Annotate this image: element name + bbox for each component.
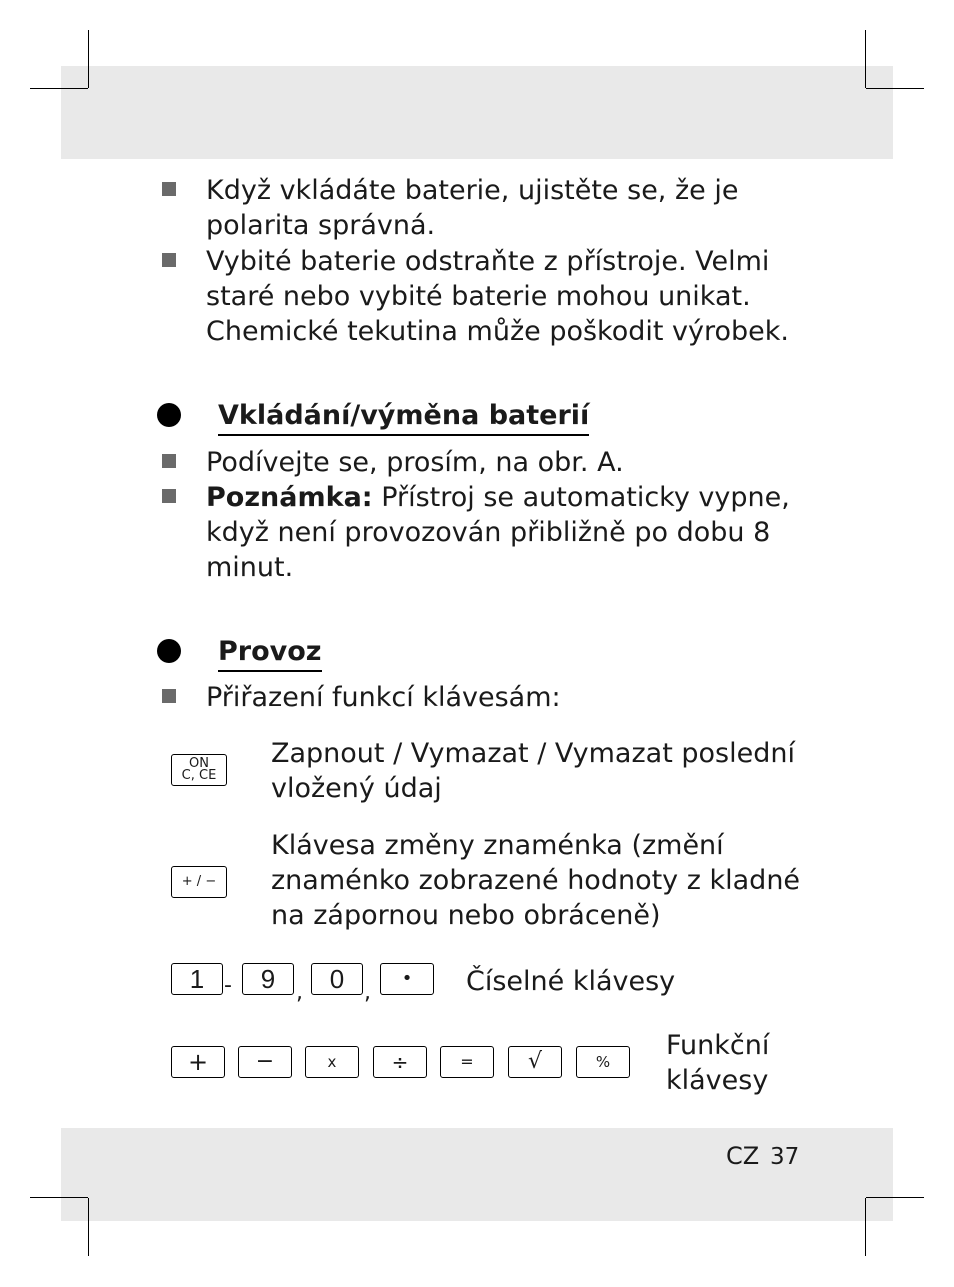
key-1-icon: 1 [171,963,223,995]
numeric-keys-description: Číselné klávesy [466,966,676,997]
bullet-text: Přiřazení funkcí klávesám: [206,682,561,713]
key-minus-icon: − [238,1046,292,1078]
key-separator: , [296,980,303,1005]
square-bullet-icon [162,454,176,468]
key-multiply-icon: x [305,1046,359,1078]
note-label: Poznámka: [206,482,373,513]
function-keys-description: Funkční klávesy [666,1030,770,1096]
bullet-text: Když vkládáte baterie, ujistěte se, že je polarita správná. [206,175,739,241]
key-separator: - [224,973,232,998]
footer-band [61,1128,893,1221]
square-bullet-icon [162,689,176,703]
key-decimal-icon: • [380,963,434,995]
crop-mark [30,88,88,89]
key-equals-icon: = [440,1046,494,1078]
section-heading-operation: Provoz [218,634,322,672]
page-number: 37 [770,1144,800,1170]
key-divide-icon: ÷ [373,1046,427,1078]
on-clear-key-icon: ON C, CE [171,754,227,786]
note-text: Poznámka: Přístroj se automaticky vypne, když není provozován přibližně po dobu 8 minut. [206,482,790,583]
header-band [61,66,893,159]
key-plus-icon: + [171,1046,225,1078]
key-percent-icon: % [576,1046,630,1078]
section-heading-batteries: Vkládání/výměna baterií [218,398,589,436]
crop-mark [88,30,89,88]
bullet-text: Vybité baterie odstraňte z přístroje. Velmi staré nebo vybité baterie mohou unikat. Chemické tekutina může poškodit výrobek. [206,246,789,347]
crop-mark [866,1197,924,1198]
square-bullet-icon [162,253,176,267]
sign-key-description: Klávesa změny znaménka (změní znaménko zobrazené hodnoty z kladné na zápornou nebo obráceně) [271,830,801,931]
crop-mark [865,1198,866,1256]
crop-mark [866,88,924,89]
crop-mark [865,30,866,88]
language-code: CZ [726,1142,760,1170]
crop-mark [30,1197,88,1198]
key-9-icon: 9 [242,963,294,995]
sign-change-key-icon: + / − [171,866,227,898]
key-0-icon: 0 [311,963,363,995]
square-bullet-icon [162,489,176,503]
key-separator: , [364,980,371,1005]
crop-mark [88,1198,89,1256]
square-bullet-icon [162,182,176,196]
on-key-description: Zapnout / Vymazat / Vymazat poslední vložený údaj [271,738,795,804]
key-sqrt-icon: √ [508,1046,562,1078]
bullet-text: Podívejte se, prosím, na obr. A. [206,447,624,478]
section-dot-icon [157,639,181,663]
section-dot-icon [157,403,181,427]
